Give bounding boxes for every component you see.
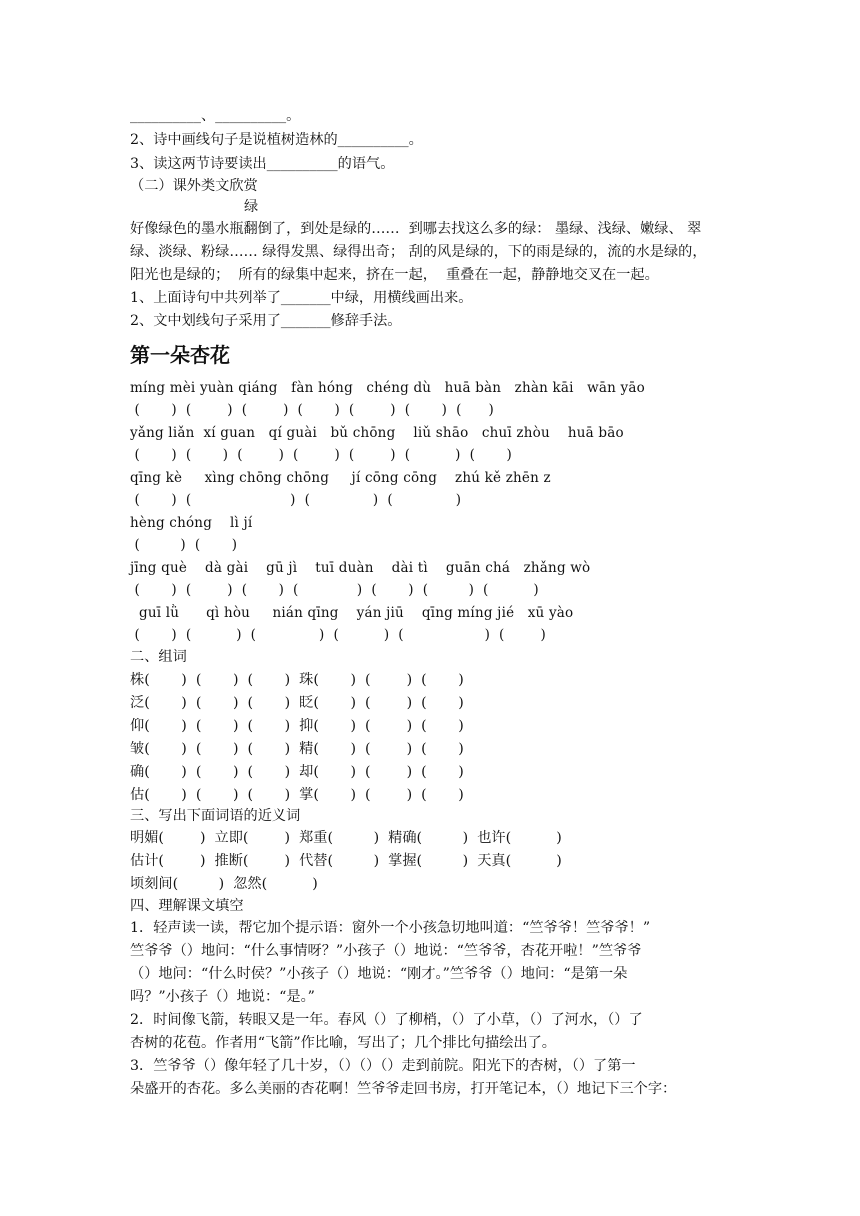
pinyin-row: jīng què dà gài gū jì tuī duàn dài tì guān chá zhǎng wò: [130, 560, 591, 576]
answer-row: ( ) ( ) ( ) ( ): [130, 492, 462, 508]
word-group-row: 泛( ) ( ) ( ) 眨( ) ( ) ( ): [130, 695, 464, 711]
fill-line: 1．轻声读一读，帮它加个提示语：窗外一个小孩急切地叫道：“竺爷爷！竺爷爷！”: [130, 920, 651, 936]
poem-line: 绿、淡绿、粉绿…… 绿得发黑、绿得出奇； 刮的风是绿的，下的雨是绿的，流的水是绿的，: [130, 244, 707, 260]
reading-heading: （二）课外类文欣赏: [130, 178, 258, 194]
pinyin-row: guī lǜ qì hòu nián qīng yán jiū qīng míng jié xū yào: [130, 605, 574, 621]
synonym-row: 明媚( ) 立即( ) 郑重( ) 精确( ) 也许( ): [130, 830, 562, 846]
poem-line: 阳光也是绿的； 所有的绿集中起来，挤在一起， 重叠在一起，静静地交叉在一起。: [130, 267, 659, 283]
word-group-row: 株( ) ( ) ( ) 珠( ) ( ) ( ): [130, 672, 464, 688]
word-group-row: 仰( ) ( ) ( ) 抑( ) ( ) ( ): [130, 718, 464, 734]
fill-line: 杏树的花苞。作者用“飞箭”作比喻，写出了；几个排比句描绘出了。: [130, 1035, 556, 1051]
answer-row: ( ) ( ): [130, 537, 238, 553]
fill-line: 3．竺爷爷（）像年轻了几十岁，（）（）（）走到前院。阳光下的杏树，（）了第一: [130, 1058, 636, 1074]
word-group-row: 皱( ) ( ) ( ) 精( ) ( ) ( ): [130, 741, 464, 757]
answer-row: ( ) ( ) ( ) ( ) ( ) ( ): [130, 627, 546, 643]
question-2: 2、诗中画线句子是说植树造林的__________。: [130, 132, 423, 148]
section-3-heading: 三、写出下面词语的近义词: [130, 808, 301, 824]
reading-question-2: 2、文中划线句子采用了_______修辞手法。: [130, 313, 402, 329]
pinyin-row: yǎng liǎn xí guan qí guài bǔ chōng liǔ shāo chuī zhòu huā bāo: [130, 425, 624, 441]
fill-line: 竺爷爷（）地问：“什么事情呀？”小孩子（）地说：“竺爷爷，杏花开啦！”竺爷爷: [130, 943, 642, 959]
section-2-heading: 二、组词: [130, 649, 187, 665]
poem-title: 绿: [244, 199, 259, 215]
blank-line: __________、__________。: [130, 108, 301, 124]
section-4-heading: 四、理解课文填空: [130, 898, 244, 914]
fill-line: （）地问：“什么时侯？”小孩子（）地说：“刚才。”竺爷爷（）地问：“是第一朵: [130, 966, 628, 982]
lesson-title: 第一朵杏花: [130, 343, 230, 367]
poem-line: 好像绿色的墨水瓶翻倒了，到处是绿的…… 到哪去找这么多的绿： 墨绿、浅绿、嫩绿、 翠: [130, 221, 702, 237]
reading-question-1: 1、上面诗句中共列举了_______中绿，用横线画出来。: [130, 290, 473, 306]
fill-line: 2．时间像飞箭，转眼又是一年。春风（）了柳梢，（）了小草，（）了河水，（）了: [130, 1012, 643, 1028]
word-group-row: 估( ) ( ) ( ) 掌( ) ( ) ( ): [130, 787, 464, 803]
word-group-row: 确( ) ( ) ( ) 却( ) ( ) ( ): [130, 764, 464, 780]
answer-row: ( ) ( ) ( ) ( ) ( ) ( ) ( ): [130, 402, 494, 418]
answer-row: ( ) ( ) ( ) ( ) ( ) ( ) ( ): [130, 582, 539, 598]
synonym-row: 顷刻间( ) 忽然( ): [130, 876, 318, 892]
pinyin-row: qīng kè xìng chōng chōng jí cōng cōng zhú kě zhēn z: [130, 470, 551, 486]
fill-line: 朵盛开的杏花。多么美丽的杏花啊！竺爷爷走回书房，打开笔记本，（）地记下三个字：: [130, 1081, 677, 1097]
fill-line: 吗？”小孩子（）地说：“是。”: [130, 989, 315, 1005]
answer-row: ( ) ( ) ( ) ( ) ( ) ( ) ( ): [130, 447, 512, 463]
synonym-row: 估计( ) 推断( ) 代替( ) 掌握( ) 天真( ): [130, 853, 562, 869]
question-3: 3、读这两节诗要读出__________的语气。: [130, 156, 395, 172]
pinyin-row: míng mèi yuàn qiáng fàn hóng chéng dù huā bàn zhàn kāi wān yāo: [130, 380, 645, 396]
pinyin-row: hèng chóng lì jí: [130, 515, 253, 531]
